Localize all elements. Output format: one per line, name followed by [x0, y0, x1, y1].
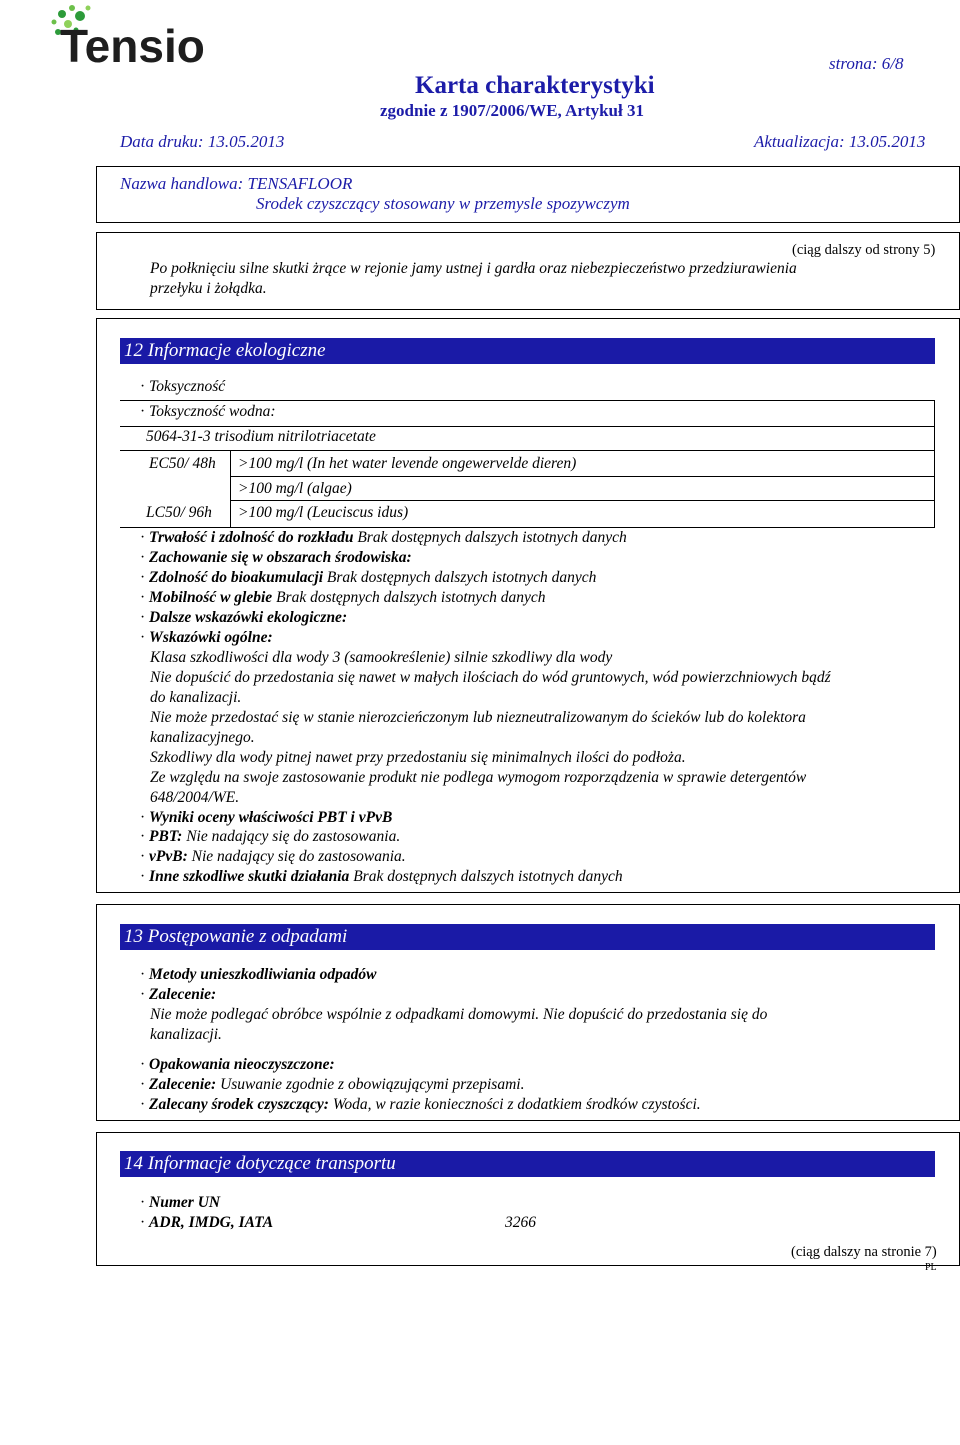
persistence-value: Brak dostępnych dalszych istotnych danych [357, 529, 627, 546]
further-eco-label: · Dalsze wskazówki ekologiczne: [140, 608, 347, 628]
other-effects-label: · Inne szkodliwe skutki działania [140, 868, 349, 885]
disposal-methods-label: · Metody unieszkodliwiania odpadów [140, 965, 376, 985]
toxicity-row-value: >100 mg/l (In het water levende ongewervelde dieren) [238, 455, 577, 472]
section-13-header [120, 924, 935, 950]
pbt-line [140, 827, 400, 847]
packaging-recommendation-value: Usuwanie zgodnie z obowiązującymi przepisami. [220, 1076, 525, 1093]
pbt-label: · PBT: [140, 828, 182, 845]
behaviour-label: · Zachowanie się w obszarach środowiska: [140, 548, 412, 568]
mobility-value: Brak dostępnych dalszych istotnych danych [276, 589, 546, 606]
continued-on-label: (ciąg dalszy na stronie 7) [791, 1244, 937, 1260]
table-rule [120, 450, 935, 451]
mobility-line [140, 588, 546, 608]
section-14-title: 14 Informacje dotyczące transportu [124, 1153, 396, 1174]
aquatic-toxicity-label: · Toksyczność wodna: [140, 402, 275, 422]
other-effects-line [140, 867, 623, 887]
packaging-recommendation-label: · Zalecenie: [140, 1076, 216, 1093]
trade-name: Nazwa handlowa: TENSAFLOOR [120, 174, 353, 193]
substance-name: 5064-31-3 trisodium nitrilotriacetate [146, 428, 376, 445]
vpvb-label: · vPvB: [140, 848, 188, 865]
language-code: PL [925, 1262, 937, 1273]
cleaner-label: · Zalecany środek czyszczący: [140, 1096, 329, 1113]
page-number: strona: 6/8 [829, 54, 904, 73]
print-date: Data druku: 13.05.2013 [120, 132, 285, 151]
note-line: Nie może przedostać się w stanie nierozcieńczonym lub niezneutralizowanym do ścieków lub do kolektora [150, 709, 806, 726]
table-rule [230, 451, 231, 527]
document-title: Karta charakterystyki [415, 72, 655, 99]
recommendation-label: · Zalecenie: [140, 985, 216, 1005]
table-rule [120, 400, 935, 401]
table-rule [230, 500, 935, 501]
toxicity-row-label: LC50/ 96h [146, 504, 212, 521]
document-subtitle: zgodnie z 1907/2006/WE, Artykuł 31 [380, 101, 644, 120]
note-line: Szkodliwy dla wody pitnej nawet przy przedostaniu się minimalnych ilości do podłoża. [150, 749, 686, 766]
toxicity-row-value: >100 mg/l (algae) [238, 480, 352, 497]
toxicity-row-value: >100 mg/l (Leuciscus idus) [238, 504, 409, 521]
vpvb-value: Nie nadający się do zastosowania. [191, 848, 406, 865]
adr-label: · ADR, IMDG, IATA [140, 1213, 273, 1233]
section-12-header [120, 338, 935, 364]
cleaner-line [140, 1095, 701, 1115]
toxicity-label: · Toksyczność [140, 377, 225, 397]
recommendation-text: Nie może podlegać obróbce wspólnie z odpadkami domowymi. Nie dopuścić do przedostania się do [150, 1006, 768, 1023]
note-line: Klasa szkodliwości dla wody 3 (samookreślenie) silnie szkodliwy dla wody [150, 649, 613, 666]
packaging-recommendation-line [140, 1075, 524, 1095]
tensio-logo [48, 2, 218, 82]
toxicity-row-label: EC50/ 48h [149, 455, 216, 472]
pbt-results-label: · Wyniki oceny właściwości PBT i vPvB [140, 808, 392, 828]
product-description: Srodek czyszczący stosowany w przemysle spozywczym [256, 194, 630, 213]
swallow-effects-text-2: przełyku i żołądka. [150, 280, 267, 297]
recommendation-text-2: kanalizacji. [150, 1026, 222, 1043]
uncleaned-packaging-label: · Opakowania nieoczyszczone: [140, 1055, 335, 1075]
bioaccumulation-line [140, 568, 596, 588]
cleaner-value: Woda, w razie konieczności z dodatkiem środków czystości. [332, 1096, 701, 1113]
general-notes-label: · Wskazówki ogólne: [140, 628, 273, 648]
svg-text:Tensio: Tensio [60, 20, 205, 72]
note-line: kanalizacyjnego. [150, 729, 255, 746]
pbt-value: Nie nadający się do zastosowania. [186, 828, 401, 845]
bioaccumulation-label: · Zdolność do bioakumulacji [140, 569, 323, 586]
persistence-line [140, 528, 627, 548]
note-line: Nie dopuścić do przedostania się nawet w małych ilościach do wód gruntowych, wód powierzchniowych bądź [150, 669, 831, 686]
table-rule [934, 400, 935, 527]
continued-from-label: (ciąg dalszy od strony 5) [792, 242, 936, 258]
bioaccumulation-value: Brak dostępnych dalszych istotnych danych [326, 569, 597, 586]
section-14-header [120, 1151, 935, 1177]
swallow-effects-text: Po połknięciu silne skutki żrące w rejonie jamy ustnej i gardła oraz niebezpieczeństwo przedziurawienia [150, 260, 797, 277]
section-13-title: 13 Postępowanie z odpadami [124, 926, 348, 947]
vpvb-line [140, 847, 406, 867]
adr-value: 3266 [505, 1214, 536, 1231]
mobility-label: · Mobilność w glebie [140, 589, 272, 606]
note-line: 648/2004/WE. [150, 789, 240, 806]
note-line: do kanalizacji. [150, 689, 242, 706]
table-rule [230, 476, 935, 477]
persistence-label: · Trwałość i zdolność do rozkładu [140, 529, 353, 546]
note-line: Ze względu na swoje zastosowanie produkt nie podlega wymogom rozporządzenia w sprawie detergentów [150, 769, 807, 786]
other-effects-value: Brak dostępnych dalszych istotnych danych [353, 868, 623, 885]
update-date: Aktualizacja: 13.05.2013 [754, 132, 926, 151]
section-12-title: 12 Informacje ekologiczne [124, 340, 326, 361]
un-number-label: · Numer UN [140, 1193, 220, 1213]
